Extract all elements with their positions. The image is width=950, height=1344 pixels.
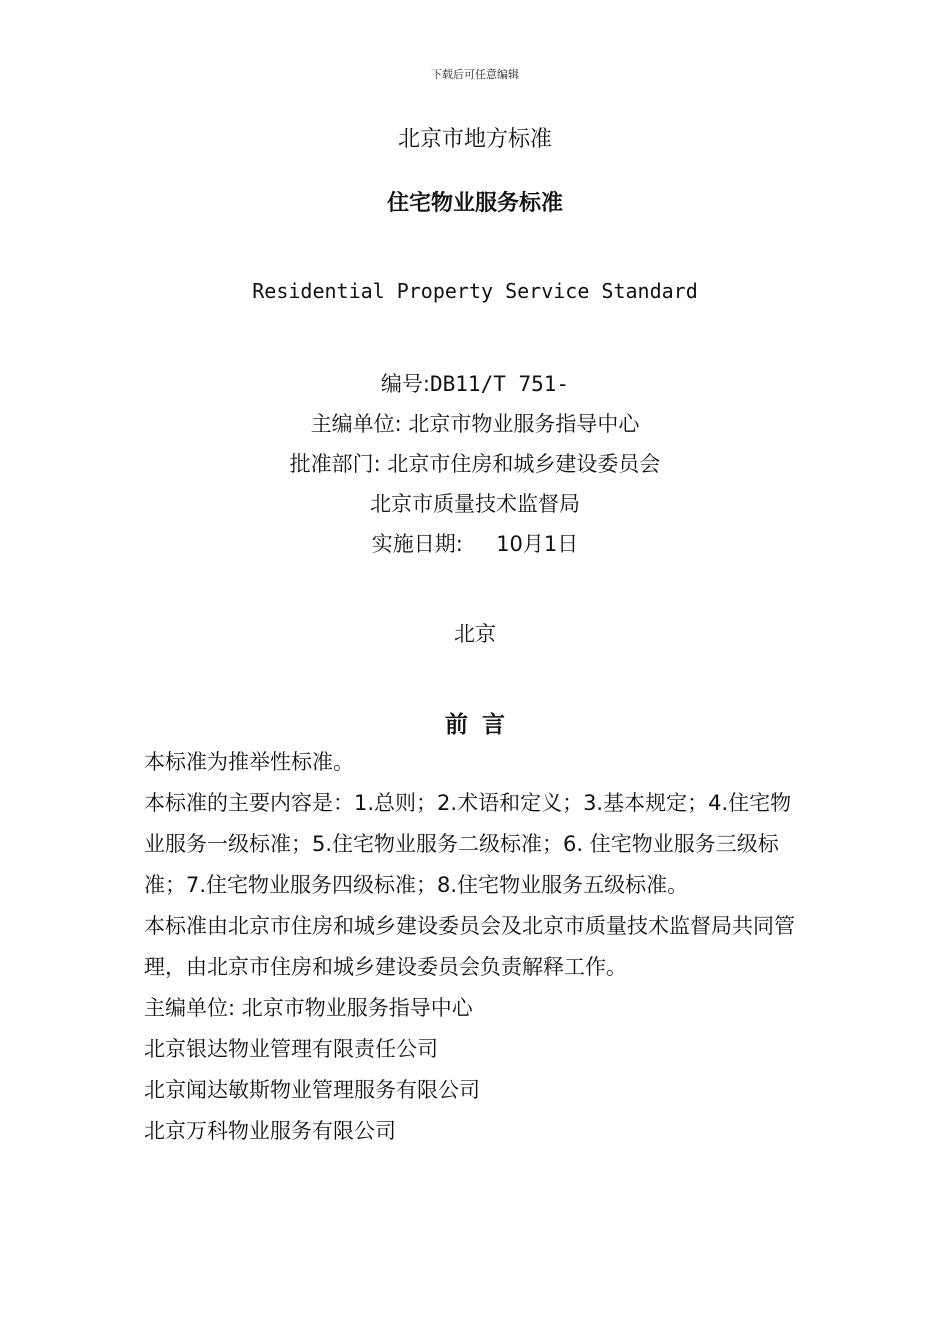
header-watermark: 下载后可任意编辑 bbox=[431, 68, 519, 81]
preface-paragraph: 本标准为推举性标准。 bbox=[144, 750, 354, 774]
preface-title: 前言 bbox=[445, 712, 519, 738]
date-line bbox=[0, 524, 950, 564]
standard-type: 北京市地方标准 bbox=[397, 127, 552, 152]
code-label: 编号: bbox=[380, 372, 430, 396]
editor-value: 北京市物业服务指导中心 bbox=[408, 412, 640, 436]
cover-metadata bbox=[0, 364, 950, 564]
preface-paragraph: 北京万科物业服务有限公司 bbox=[144, 1119, 396, 1143]
code-value: DB11/T 751- bbox=[430, 372, 570, 396]
approver-value-1: 北京市住房和城乡建设委员会 bbox=[387, 452, 661, 476]
approver-label: 批准部门: bbox=[289, 452, 381, 476]
document-title-english: Residential Property Service Standard bbox=[252, 279, 698, 303]
preface-body bbox=[144, 742, 806, 1152]
approver-line-2 bbox=[0, 484, 950, 524]
preface-paragraph: 本标准的主要内容是：1.总则；2.术语和定义；3.基本规定；4.住宅物业服务一级标准；5.住宅物业服务二级标准；6. 住宅物业服务三级标准；7.住宅物业服务四级标准；8.住宅物业服务五级标准。 bbox=[144, 791, 792, 897]
date-value: 10月1日 bbox=[496, 532, 579, 556]
city-name: 北京 bbox=[454, 622, 496, 646]
preface-paragraph: 本标准由北京市住房和城乡建设委员会及北京市质量技术监督局共同管理，由北京市住房和城乡建设委员会负责解释工作。 bbox=[144, 914, 795, 979]
preface-paragraph: 北京闻达敏斯物业管理服务有限公司 bbox=[144, 1078, 480, 1102]
code-line bbox=[0, 364, 950, 404]
editor-line bbox=[0, 404, 950, 444]
preface-paragraph: 北京银达物业管理有限责任公司 bbox=[144, 1037, 438, 1061]
document-title: 住宅物业服务标准 bbox=[386, 191, 563, 216]
approver-line bbox=[0, 444, 950, 484]
editor-label: 主编单位: bbox=[310, 412, 402, 436]
approver-value-2: 北京市质量技术监督局 bbox=[370, 492, 580, 516]
preface-paragraph: 主编单位: 北京市物业服务指导中心 bbox=[144, 996, 473, 1020]
date-label: 实施日期: bbox=[371, 532, 463, 556]
